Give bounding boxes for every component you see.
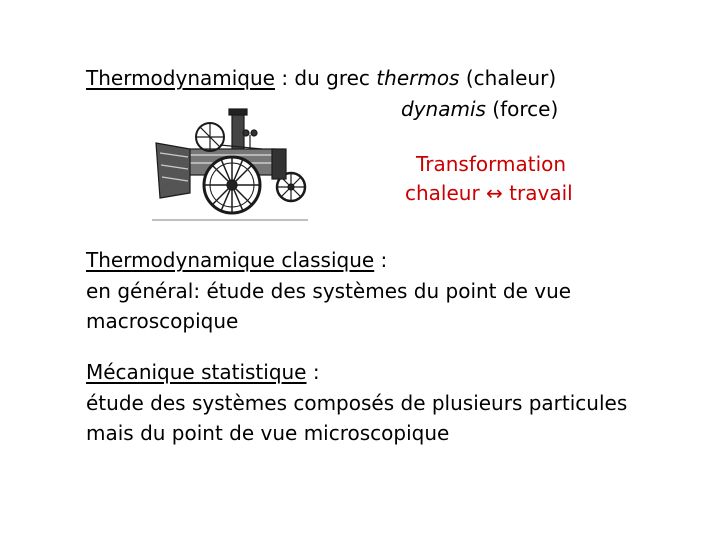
steam-engine-illustration [150,103,310,225]
classique-line-1: en général: étude des systèmes du point de vue [86,279,572,303]
greek-word-thermos: thermos [376,66,460,90]
statistique-heading: Mécanique statistique [86,360,307,384]
statistique-heading-line [86,357,320,387]
gloss-chaleur: (chaleur) [459,66,557,90]
title-term: Thermodynamique [86,66,275,90]
classique-heading-line [86,245,387,275]
title-line-2 [401,94,558,124]
classique-heading: Thermodynamique classique [86,248,375,272]
statistique-line-2: mais du point de vue microscopique [86,421,450,445]
title-line [86,63,556,93]
transformation-line-1: Transformation [416,152,567,176]
title-separator: : du grec [274,66,377,90]
greek-word-dynamis: dynamis [401,97,486,121]
classique-colon: : [374,248,388,272]
gloss-force: (force) [485,97,559,121]
classique-line-2: macroscopique [86,309,239,333]
transformation-line-2: chaleur ↔ travail [405,181,573,205]
statistique-colon: : [306,360,320,384]
statistique-line-1: étude des systèmes composés de plusieurs particules [86,391,628,415]
